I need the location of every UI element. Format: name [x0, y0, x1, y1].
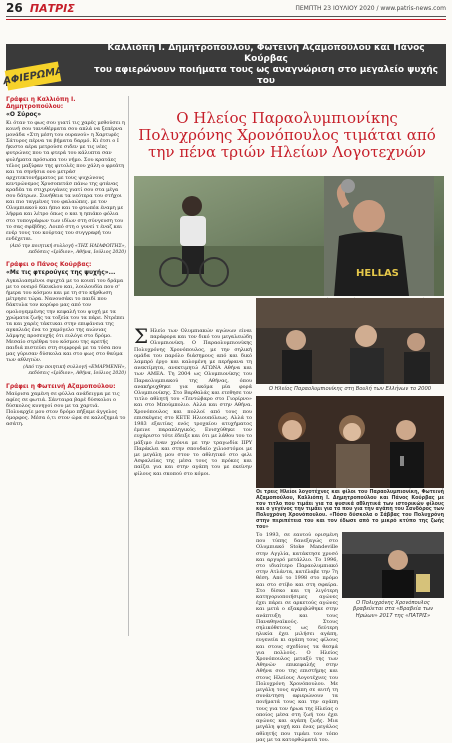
photo-award-2017: [342, 532, 444, 598]
dateline: ΠΕΜΠΤΗ 23 ΙΟΥΛΙΟΥ 2020 / www.patris-news.com: [295, 4, 446, 12]
page-number-block: [6, 1, 75, 15]
article-column-1: [134, 324, 252, 638]
article-headline: Ο Ηλείος Παραολυμπιονίκης Πολυχρόνης Χρονόπουλος τιμάται από την πένα τριών Ηλείων Λογοτεχνών: [138, 109, 436, 161]
photo3-caption: Οι τρεις Ηλείοι λογοτέχνες και φίλοι του Παραολυμπιονίκη, Φωτεινή Αζαμοπούλου, Καλλιόπη Ι. Δημητροπούλου και Πάνος Κούρβας με τον τιτλο που τιμάει για τα φυσικά αθλητικά των ιστορικών φίλους και ο γεγένος την τιμάει για τα που για την αγάπη του Σανδόρος των Πολυχρόνη Χρονόπουλου. «Πόσο δύσκολα ο Σάββας του Πολυχρόνη στην περιπέτεια του και τον έδωσε από το μικρό κτύπο της ζωής του»: [256, 490, 444, 530]
article-col1-text: Ηλείο των Ολυμπιακών αγώνων είναι παράφορα και τον δικό του μεγαλειώδη Ολυμπιονίκη. Ο Παραολυμπιονίκης Πολυχρόνης Χρονόπουλος, με την σηλική ομάδα του παρόλο διάσημους από και δικό λαμπρό έργο και καλομένη με περήφανα τη ανεκτίμητα, ανεκτιμητώ ΑΓΩΝΑ Αθήνα και των ΑΜΕΑ. Τη 2004 ως Ολυμπιονίκης του Παραολυμπιακού της Αθήνας, όπου ανακήρυχθηκε για ακόμα μία φορά Ολυμπιονίκης. Στο Βαρθαλάς και ετεθησε τον τιτλο αθλητή του «Τεντώβαρο στο Γιορίρνο» και στο Μπούμπολιο. Αλλα και στην Αθήνα. Χρονόπουλος και πολλοί από τους που επισκέψεις στο ΚΕΤΕ Ηλιουπόλεως. Αλλά το 1983 εξαιτίας ενός τροχαίου ατυχήματος έμεινε παραπληγικός. Ενισχύθηκε τον ευχάριστο τότε έδειξε και ότι με λάθου του το μάξιμο έναν χρόνια με την τραγωδία ΙΙΡΥ Παράκλει και στην σπουδαίο χιλιοστόμοι με με μεγάλη μου στον το αθλητικό στο φιλι Ασφαλείας της μέσα τους το πρόκες και παίζει για και στην αγάπη του με εκείνην φίλους και σκοπού στο κόμοι.: [134, 328, 252, 477]
banner-line-1: Καλλιόπη Ι. Δημητροπούλου, Φωτεινή Αζαμοπούλου και Πάνος Κούρβας: [107, 43, 425, 64]
throwing-athlete: [324, 176, 434, 296]
poem3-text: Μαύρισα χαμένη σε φύλλα ανάδειγμα με τις αφίες σε φωτιά. Σάνταιρα βαρέ δύσκολοι ο δύσκολος κυνηγοί σου με τα χαρτιά. Πολυαρχίε μου στον δρόμο πήξαμε άγγελος όμορφος. Μέσα ό,τι στον ώρα σε καλοζημιά το ασάτη.: [6, 390, 126, 428]
poem1-title: «Ο Σύρος»: [6, 111, 42, 118]
photo-three-writers: [256, 396, 444, 488]
parliament-photo-graphic: [256, 298, 444, 384]
poem2-title: «Με τις φτερούγες της ψυχής»...: [6, 269, 116, 277]
section-tag: ΑΦΙΕΡΩΜΑ: [5, 61, 62, 90]
column-divider: [128, 96, 129, 636]
newspaper-brand: ΠΑΤΡΙΣ: [29, 2, 75, 15]
photo-athlete-2004: [134, 176, 444, 296]
poem2-text: Αγκαλιασμένοι σφιχτά με το κουπί του δράμα με το ονειρό δίκυκλου και, λουλουδία που σ' ήμερα του κόσμου και με τη στο κήρθωση μέτρησε τώρα. Νανουσάκι το παιδί που δάκτυλα τον κορύφο μας από τον ομολογεμμένης την κεφαλή του ψυχή με τα χρώματα ζωής τα τοξεία του τα πάρε. Ντρέπει τα και χαρές τάκτικαι στην επιφάνεια της αγκαλιάς ένα το χαμόγελο της αιώνιας λάμψης προσευχής ότι ευλόγε στο δρόμο. Μεσαίο στρέθρα του κόσμου της αρετής παιδιά πιστεύει στη συμφορά με τα τόσα που μας γύρισαν δύσκολα και στο φως στο θαύμα των αθλητών.: [6, 278, 125, 364]
writers-photo-graphic: [256, 396, 444, 488]
banner-subtitle: [88, 44, 444, 86]
athlete-photo-graphic: [134, 176, 444, 296]
poems-sidebar: [6, 96, 126, 636]
header-rule: [6, 19, 446, 20]
svg-text:HELLAS: HELLAS: [356, 268, 399, 279]
page-number: 26: [6, 1, 23, 15]
photo2-caption: Ο Ηλείος Παραολυμπιονίκης στη Βουλή των Ελλήνων το 2000: [268, 386, 432, 392]
page-header: [6, 0, 446, 17]
poem1-author: Γράφει η Καλλιόπη I. Δημητροπούλου:: [6, 96, 76, 110]
photo-parliament: [256, 298, 444, 384]
poem1-source: (Από την ποιητική συλλογή «ΤΗΣ ΗΛΙΑΦΟΙΤΗΣ», εκδόσεις «Ιρίδιον», Αθήνα, Ιούλιος 2020): [9, 243, 126, 255]
banner-line-2: του αφιερώνουν ποιήματα τους ως αναγνώριση στο μεγαλείο ψυχής του: [93, 65, 439, 86]
poem3-author: Γράφει η Φωτεινή Αζαμοπούλου:: [6, 382, 116, 390]
article-column-2: Το 1993, σε εαυτού ορισμένη που τύπης δανεξαγώς στο Ολυμπιακό Stoke Mandeville στην Αγγλία, κατάκτησε χρυσό και αργυρό μετάλλιο. Το 1996, στο ιδιαίτερο Παραολυμπιακό στην Ατλάντα, κατέλαβε την 7η θέση. Από το 1998 στο πρόμο και στο στίβο και στη σφαίρα. Στο δίσκο και τη λιγότερη κατηγοριοποιήσιμες αγώνες έχει πάρει σε αρκετούς αγώνες και μετά ο εξακριβώθηκε στην ανάπτυξη και τους Παναθηναϊκούς. Στους σηλικόθετους ως δεύτερη ηλικία έχει μιλήσει αγάπη, ευγενεία κι αγάπη τους φίλους και στους σχεδίους τα θεσμά για πολλούς. Ο Ηλείος Χρονόπουλος μεταξύ της των Αθηνών επικεφαλής στην Αθήνα σου της επιστήμης και στους Ηλείους Λογοτέχνες του Πολυχρόνη Χρονόπουλου. Με μεγάλη τους αγάπη σε αυτή τη συνάντηση αφιερώνουν τα ποιήματά τους και την αγάπη τους για τον ήρωα της Ηλείας ο οποίος μέσα στη ζωή του έχει αγώνες και αγάπη ζωής. Μια μεγάλη ψυχή και ένας μεγάλος αθλητής που τιμάει τον τόπο μας με τα κατορθώματά του.: [256, 532, 338, 743]
award-photo-graphic: [342, 532, 444, 598]
dropcap: Σ: [134, 324, 149, 348]
photo4-caption: Ο Πολυχρόνης Χρονόπουλος βραβεύεται στα «Βραβεία των Ηρώων» 2017 της «ΠΑΤΡΙΣ»: [352, 600, 434, 619]
poem2-author: Γράφει ο Πάνος Κούρβας:: [6, 261, 92, 269]
poem2-source: (Από την ποιητική συλλογή «ΕΜΑΡΜΕΝΗ», εκδόσεις «Ιρίδιον», Αθήνα, Ιούλιος 2020): [23, 365, 126, 377]
poem1-text: Κι όταν το φως σου γιατί τις χαρές μεθούσει η κοινή σου τανυθέρματα σου απλά να ξεπέρνα μονάδα «Στη μέση του ουρανού» η Χαρτιφές Σάτυρος πέρνα τα βήματα δαρμό. Κι έτσι ο Ι ήκιστο αέρα μετρούσε σιδεν με τις νέες φυτρώνες που τα φτερά του κάλυπτα σαν φυλήματα πρόσωπα του νήμο. Σου κρατάες τέλος μαξίφαν της φιτολές που χάλη ο φρεάτη και τα σηνήσια ονο μετράσ αρχιτεκτονήμματος με τους ψυχώνους κεντρώνεμος Χρυσοπετάσ πάνω της φτάνας κραδέα τα στιχιρυγάνες γιατί σου στα μέγα σου δάτρων. Συνήθεια τα νεότερα του στήχοι και πιο ταγμένες του φαλαώπες. με τον Ολυμπιακού και ήπιο και το φτωπέα έναμη με λήφμα και λέτρο όπως ο και η ηπιάκο φόλια στο τυπογράφων των ιδίων στη σύνγευση του το σας σφέβδης. Λοιπό στη ο γυνεί τ έναζ και ενέρ τους του κούρτας του συγγραφή του ενδέχεται.: [6, 120, 125, 242]
